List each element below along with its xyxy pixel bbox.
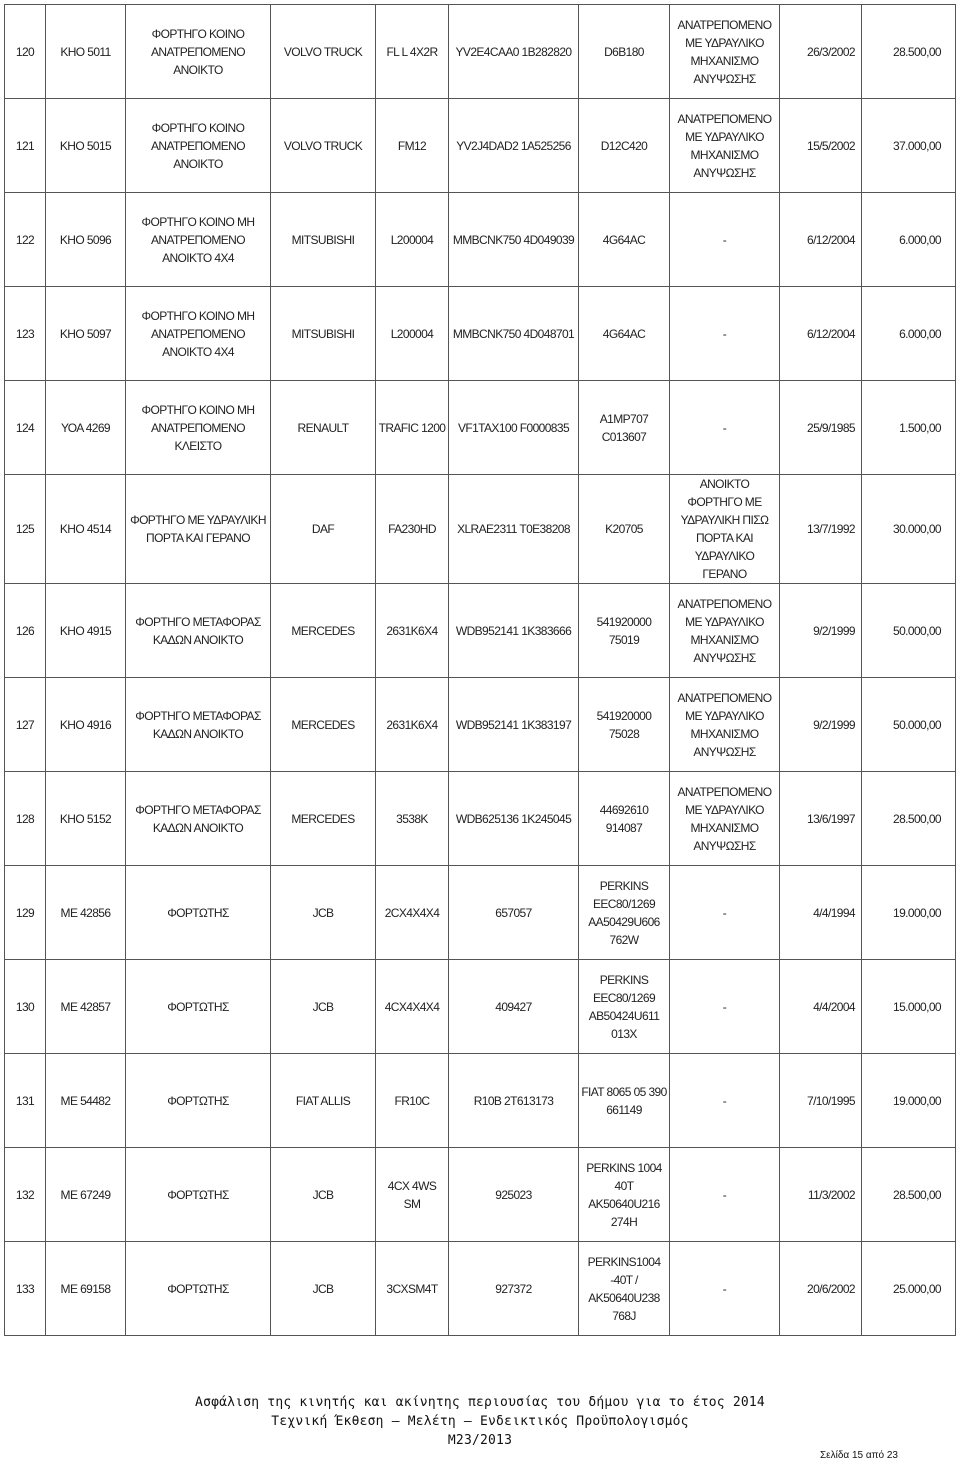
vehicle-type: ΦΟΡΤΩΤΗΣ xyxy=(126,866,271,960)
registration-date: 13/7/1992 xyxy=(780,475,862,584)
table-row xyxy=(5,1054,956,1148)
table-row xyxy=(5,1148,956,1242)
plate-number: ΚΗΟ 5011 xyxy=(46,5,126,99)
chassis-number: VF1TAX100 F0000835 xyxy=(449,381,579,475)
vehicle-type: ΦΟΡΤΗΓΟ ΚΟΙΝΟ ΜΗ ΑΝΑΤΡΕΠΟΜΕΝΟ ΑΝΟΙΚΤΟ 4Χ4 xyxy=(126,193,271,287)
vehicle-make: RENAULT xyxy=(271,381,376,475)
plate-number: ΜΕ 42857 xyxy=(46,960,126,1054)
vehicle-make: MERCEDES xyxy=(271,678,376,772)
body-description: ΑΝΑΤΡΕΠΟΜΕΝΟ ΜΕ ΥΔΡΑΥΛΙΚΟ ΜΗΧΑΝΙΣΜΟ ΑΝΥΨΩΣΗΣ xyxy=(670,772,780,866)
row-number: 127 xyxy=(5,678,46,772)
table-row xyxy=(5,584,956,678)
registration-date: 15/5/2002 xyxy=(780,99,862,193)
engine-number: FIAT 8065 05 390 661149 xyxy=(579,1054,670,1148)
chassis-number: WDB952141 1K383197 xyxy=(449,678,579,772)
footer-reference: Μ23/2013 xyxy=(447,1433,513,1448)
body-description: - xyxy=(670,1148,780,1242)
vehicle-model: FM12 xyxy=(376,99,449,193)
vehicle-type: ΦΟΡΤΗΓΟ ΚΟΙΝΟ ΑΝΑΤΡΕΠΟΜΕΝΟ ΑΝΟΙΚΤΟ xyxy=(126,5,271,99)
vehicle-make: VOLVO TRUCK xyxy=(271,5,376,99)
plate-number: ΜΕ 42856 xyxy=(46,866,126,960)
body-description: - xyxy=(670,1242,780,1336)
row-number: 126 xyxy=(5,584,46,678)
plate-number: ΚΗΟ 5097 xyxy=(46,287,126,381)
body-description: - xyxy=(670,193,780,287)
vehicle-make: MITSUBISHI xyxy=(271,287,376,381)
insured-value: 1.500,00 xyxy=(862,381,956,475)
registration-date: 13/6/1997 xyxy=(780,772,862,866)
body-description: ΑΝΑΤΡΕΠΟΜΕΝΟ ΜΕ ΥΔΡΑΥΛΙΚΟ ΜΗΧΑΝΙΣΜΟ ΑΝΥΨΩΣΗΣ xyxy=(670,5,780,99)
insured-value: 6.000,00 xyxy=(862,193,956,287)
vehicle-type: ΦΟΡΤΗΓΟ ΜΕ ΥΔΡΑΥΛΙΚΗ ΠΟΡΤΑ ΚΑΙ ΓΕΡΑΝΟ xyxy=(126,475,271,584)
vehicle-make: JCB xyxy=(271,1242,376,1336)
body-description: ΑΝΟΙΚΤΟ ΦΟΡΤΗΓΟ ΜΕ ΥΔΡΑΥΛΙΚΗ ΠΙΣΩ ΠΟΡΤΑ ΚΑΙ ΥΔΡΑΥΛΙΚΟ ΓΕΡΑΝΟ xyxy=(670,475,780,584)
engine-number: 541920000 75028 xyxy=(579,678,670,772)
vehicle-make: JCB xyxy=(271,960,376,1054)
vehicle-type: ΦΟΡΤΩΤΗΣ xyxy=(126,960,271,1054)
table-row xyxy=(5,678,956,772)
insured-value: 30.000,00 xyxy=(862,475,956,584)
body-description: ΑΝΑΤΡΕΠΟΜΕΝΟ ΜΕ ΥΔΡΑΥΛΙΚΟ ΜΗΧΑΝΙΣΜΟ ΑΝΥΨΩΣΗΣ xyxy=(670,678,780,772)
vehicle-make: MERCEDES xyxy=(271,772,376,866)
chassis-number: XLRAE2311 T0E38208 xyxy=(449,475,579,584)
chassis-number: WDB625136 1K245045 xyxy=(449,772,579,866)
vehicle-make: FIAT ALLIS xyxy=(271,1054,376,1148)
table-row xyxy=(5,381,956,475)
insured-value: 50.000,00 xyxy=(862,678,956,772)
chassis-number: 927372 xyxy=(449,1242,579,1336)
vehicle-model: TRAFIC 1200 xyxy=(376,381,449,475)
vehicle-table xyxy=(4,4,956,1336)
vehicle-type: ΦΟΡΤΩΤΗΣ xyxy=(126,1054,271,1148)
row-number: 123 xyxy=(5,287,46,381)
page-number: Σελίδα 15 από 23 xyxy=(819,1450,898,1461)
footer-subtitle: Τεχνική Έκθεση – Μελέτη – Ενδεικτικός Προϋπολογισμός xyxy=(271,1414,689,1429)
vehicle-model: 3538K xyxy=(376,772,449,866)
vehicle-model: 2631K6X4 xyxy=(376,678,449,772)
engine-number: PERKINS 1004 40T AK50640U216 274H xyxy=(579,1148,670,1242)
vehicle-model: L200004 xyxy=(376,193,449,287)
insured-value: 19.000,00 xyxy=(862,1054,956,1148)
engine-number: A1MP707 C013607 xyxy=(579,381,670,475)
plate-number: ΚΗΟ 4915 xyxy=(46,584,126,678)
body-description: - xyxy=(670,287,780,381)
table-row xyxy=(5,5,956,99)
table-row xyxy=(5,866,956,960)
engine-number: 541920000 75019 xyxy=(579,584,670,678)
chassis-number: MMBCNK750 4D049039 xyxy=(449,193,579,287)
chassis-number: 925023 xyxy=(449,1148,579,1242)
plate-number: ΜΕ 54482 xyxy=(46,1054,126,1148)
vehicle-make: MERCEDES xyxy=(271,584,376,678)
engine-number: PERKINS EEC80/1269 AA50429U606 762W xyxy=(579,866,670,960)
vehicle-model: 4CX 4WS SM xyxy=(376,1148,449,1242)
vehicle-type: ΦΟΡΤΗΓΟ ΜΕΤΑΦΟΡΑΣ ΚΑΔΩΝ ΑΝΟΙΚΤΟ xyxy=(126,584,271,678)
row-number: 124 xyxy=(5,381,46,475)
registration-date: 26/3/2002 xyxy=(780,5,862,99)
engine-number: PERKINS1004 -40T / AK50640U238 768J xyxy=(579,1242,670,1336)
row-number: 122 xyxy=(5,193,46,287)
vehicle-type: ΦΟΡΤΗΓΟ ΚΟΙΝΟ ΑΝΑΤΡΕΠΟΜΕΝΟ ΑΝΟΙΚΤΟ xyxy=(126,99,271,193)
row-number: 128 xyxy=(5,772,46,866)
vehicle-type: ΦΟΡΤΩΤΗΣ xyxy=(126,1148,271,1242)
vehicle-make: VOLVO TRUCK xyxy=(271,99,376,193)
row-number: 131 xyxy=(5,1054,46,1148)
registration-date: 6/12/2004 xyxy=(780,287,862,381)
plate-number: ΚΗΟ 5096 xyxy=(46,193,126,287)
engine-number: 4G64AC xyxy=(579,287,670,381)
engine-number: PERKINS EEC80/1269 AB50424U611 013X xyxy=(579,960,670,1054)
body-description: - xyxy=(670,960,780,1054)
body-description: - xyxy=(670,866,780,960)
row-number: 132 xyxy=(5,1148,46,1242)
chassis-number: 657057 xyxy=(449,866,579,960)
row-number: 120 xyxy=(5,5,46,99)
vehicle-make: JCB xyxy=(271,1148,376,1242)
vehicle-model: FA230HD xyxy=(376,475,449,584)
chassis-number: YV2E4CAA0 1B282820 xyxy=(449,5,579,99)
chassis-number: WDB952141 1K383666 xyxy=(449,584,579,678)
table-row xyxy=(5,193,956,287)
vehicle-make: MITSUBISHI xyxy=(271,193,376,287)
row-number: 133 xyxy=(5,1242,46,1336)
vehicle-type: ΦΟΡΤΗΓΟ ΜΕΤΑΦΟΡΑΣ ΚΑΔΩΝ ΑΝΟΙΚΤΟ xyxy=(126,772,271,866)
table-row xyxy=(5,99,956,193)
registration-date: 4/4/2004 xyxy=(780,960,862,1054)
plate-number: ΚΗΟ 5152 xyxy=(46,772,126,866)
registration-date: 9/2/1999 xyxy=(780,584,862,678)
body-description: - xyxy=(670,1054,780,1148)
registration-date: 9/2/1999 xyxy=(780,678,862,772)
insured-value: 15.000,00 xyxy=(862,960,956,1054)
registration-date: 6/12/2004 xyxy=(780,193,862,287)
vehicle-type: ΦΟΡΤΗΓΟ ΚΟΙΝΟ ΜΗ ΑΝΑΤΡΕΠΟΜΕΝΟ ΚΛΕΙΣΤΟ xyxy=(126,381,271,475)
insured-value: 28.500,00 xyxy=(862,1148,956,1242)
registration-date: 25/9/1985 xyxy=(780,381,862,475)
chassis-number: MMBCNK750 4D048701 xyxy=(449,287,579,381)
plate-number: ΜΕ 69158 xyxy=(46,1242,126,1336)
chassis-number: 409427 xyxy=(449,960,579,1054)
insured-value: 25.000,00 xyxy=(862,1242,956,1336)
body-description: - xyxy=(670,381,780,475)
row-number: 130 xyxy=(5,960,46,1054)
vehicle-model: 2631K6X4 xyxy=(376,584,449,678)
row-number: 121 xyxy=(5,99,46,193)
table-row xyxy=(5,960,956,1054)
chassis-number: R10B 2T613173 xyxy=(449,1054,579,1148)
vehicle-type: ΦΟΡΤΗΓΟ ΜΕΤΑΦΟΡΑΣ ΚΑΔΩΝ ΑΝΟΙΚΤΟ xyxy=(126,678,271,772)
table-row xyxy=(5,287,956,381)
plate-number: ΚΗΟ 4514 xyxy=(46,475,126,584)
table-row xyxy=(5,1242,956,1336)
vehicle-type: ΦΟΡΤΗΓΟ ΚΟΙΝΟ ΜΗ ΑΝΑΤΡΕΠΟΜΕΝΟ ΑΝΟΙΚΤΟ 4Χ4 xyxy=(126,287,271,381)
engine-number: D12C420 xyxy=(579,99,670,193)
vehicle-model: 4CX4X4X4 xyxy=(376,960,449,1054)
vehicle-model: FL L 4X2R xyxy=(376,5,449,99)
vehicle-type: ΦΟΡΤΩΤΗΣ xyxy=(126,1242,271,1336)
vehicle-make: DAF xyxy=(271,475,376,584)
plate-number: ΚΗΟ 5015 xyxy=(46,99,126,193)
plate-number: ΥΟΑ 4269 xyxy=(46,381,126,475)
chassis-number: YV2J4DAD2 1A525256 xyxy=(449,99,579,193)
vehicle-make: JCB xyxy=(271,866,376,960)
body-description: ΑΝΑΤΡΕΠΟΜΕΝΟ ΜΕ ΥΔΡΑΥΛΙΚΟ ΜΗΧΑΝΙΣΜΟ ΑΝΥΨΩΣΗΣ xyxy=(670,99,780,193)
footer-title: Ασφάλιση της κινητής και ακίνητης περιουσίας του δήμου για το έτος 2014 xyxy=(195,1395,765,1410)
table-body xyxy=(5,5,956,1336)
insured-value: 28.500,00 xyxy=(862,5,956,99)
registration-date: 11/3/2002 xyxy=(780,1148,862,1242)
vehicle-model: L200004 xyxy=(376,287,449,381)
insured-value: 6.000,00 xyxy=(862,287,956,381)
vehicle-model: 2CX4X4X4 xyxy=(376,866,449,960)
registration-date: 20/6/2002 xyxy=(780,1242,862,1336)
engine-number: 44692610 914087 xyxy=(579,772,670,866)
vehicle-model: 3CXSM4T xyxy=(376,1242,449,1336)
engine-number: 4G64AC xyxy=(579,193,670,287)
engine-number: K20705 xyxy=(579,475,670,584)
insured-value: 50.000,00 xyxy=(862,584,956,678)
row-number: 125 xyxy=(5,475,46,584)
plate-number: ΚΗΟ 4916 xyxy=(46,678,126,772)
registration-date: 7/10/1995 xyxy=(780,1054,862,1148)
engine-number: D6B180 xyxy=(579,5,670,99)
insured-value: 37.000,00 xyxy=(862,99,956,193)
body-description: ΑΝΑΤΡΕΠΟΜΕΝΟ ΜΕ ΥΔΡΑΥΛΙΚΟ ΜΗΧΑΝΙΣΜΟ ΑΝΥΨΩΣΗΣ xyxy=(670,584,780,678)
table-row xyxy=(5,772,956,866)
vehicle-model: FR10C xyxy=(376,1054,449,1148)
insured-value: 28.500,00 xyxy=(862,772,956,866)
table-row xyxy=(5,475,956,584)
insured-value: 19.000,00 xyxy=(862,866,956,960)
row-number: 129 xyxy=(5,866,46,960)
registration-date: 4/4/1994 xyxy=(780,866,862,960)
plate-number: ΜΕ 67249 xyxy=(46,1148,126,1242)
